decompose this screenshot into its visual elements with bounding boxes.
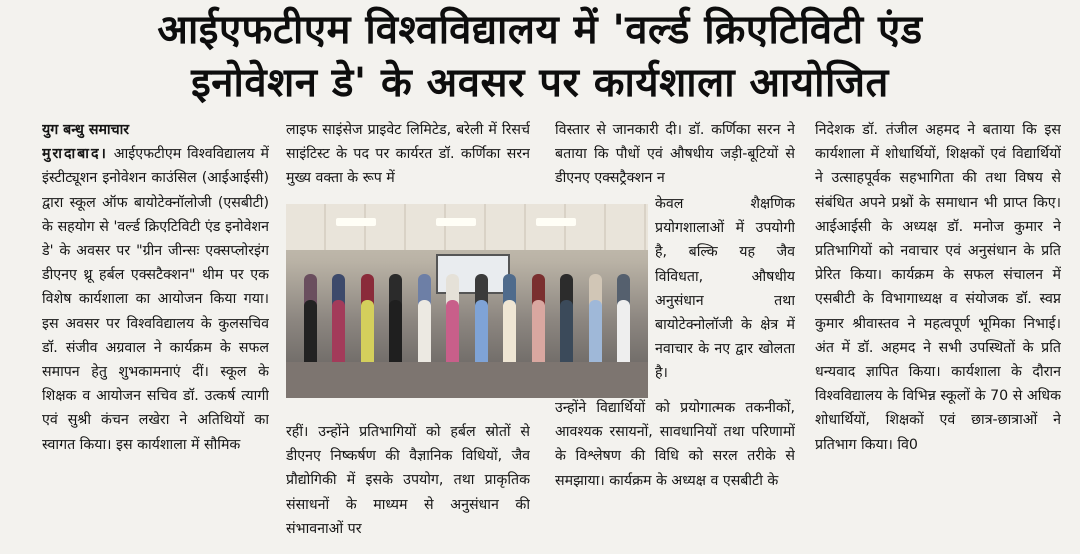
column-3-text-middle: केवल शैक्षणिक प्रयोगशालाओं में उपयोगी है, बल्कि यह जैव विविधता, औषधीय अनुसंधान तथा बायोटेक्नोलॉजी के क्षेत्र में नवाचार के नए द्वार खोलता है। <box>655 196 795 382</box>
article-column-2-bottom <box>286 420 530 548</box>
column-4-text: निदेशक डॉ. तंजील अहमद ने बताया कि इस कार्यशाला में शोधार्थियों, शिक्षकों एवं विद्यार्थियों ने उत्साहपूर्वक सहभागिता की तथा विषय से संबंधित अपने प्रश्नों के समाधान भी प्राप्त किए। आईआईसी के अध्यक्ष डॉ. मनोज कुमार ने प्रतिभागियों को नवाचार एवं अनुसंधान के प्रति प्रेरित किया। कार्यक्रम के सफल संचालन में एसबीटी के विभागाध्यक्ष व संयोजक डॉ. स्वप्न कुमार श्रीवास्तव ने महत्वपूर्ण भूमिका निभाई। अंत में डॉ. अहमद ने सभी उपस्थितों के प्रति धन्यवाद ज्ञापित किया। कार्यशाला के दौरान विश्वविद्यालय के विभिन्न स्कूलों के 70 से अधिक शोधार्थियों, शिक्षकों एवं छात्र-छात्राओं ने प्रतिभाग किया। वि0 <box>815 122 1061 453</box>
article-column-4 <box>815 118 1061 548</box>
column-2-text-bottom: रहीं। उन्होंने प्रतिभागियों को हर्बल स्रोतों से डीएनए निष्कर्षण की वैज्ञानिक विधियों, जैव प्रौद्योगिकी में इसके उपयोग, तथा प्राकृतिक संसाधनों के माध्यम से अनुसंधान की संभावनाओं पर <box>286 424 530 537</box>
headline-line-1: आईएफटीएम विश्वविद्यालय में 'वर्ल्ड क्रिएटिविटी एंड <box>157 7 923 53</box>
article-column-3-top <box>555 118 795 202</box>
event-photo <box>286 204 648 398</box>
column-3-text-top: विस्तार से जानकारी दी। डॉ. कर्णिका सरन ने बताया कि पौधों एवं औषधीय जड़ी-बूटियों से डीएनए एक्सट्रैक्शन न <box>555 122 795 187</box>
photo-ceiling <box>286 204 648 250</box>
column-3-text-bottom: उन्होंने विद्यार्थियों को प्रयोगात्मक तकनीकों, आवश्यक रसायनों, सावधानियों तथा परिणामों के विश्लेषण की विधि को सरल तरीके से समझाया। कार्यक्रम के अध्यक्ष व एसबीटी के <box>555 400 795 489</box>
column-1-text: आईएफटीएम विश्वविद्यालय में इंस्टीट्यूशन इनोवेशन काउंसिल (आईआईसी) द्वारा स्कूल ऑफ बायोटेक्नॉलोजी (एसबीटी) के सहयोग से 'वर्ल्ड क्रिएटिविटी एंड इनोवेशन डे' के अवसर पर "ग्रीन जीन्सः एक्सप्लोरइंग डीएनए थ्रू हर्बल एक्सटैक्शन" थीम पर एक विशेष कार्यशाला का आयोजन किया गया। इस अवसर पर विश्वविद्यालय के कुलसचिव डॉ. संजीव अग्रवाल ने कार्यक्रम के सफल समापन हेतु शुभकामनाएं दीं। स्कूल के शिक्षक व आयोजन सचिव डॉ. उत्कर्ष त्यागी एवं सुश्री कंचन लखेरा ने अतिथियों का स्वागत किया। इस कार्यशाला में सौमिक <box>42 146 269 453</box>
byline: युग बन्धु समाचार <box>42 122 130 138</box>
dateline: मुरादाबाद। <box>42 146 108 163</box>
article-column-3-bottom <box>555 396 795 548</box>
article-column-3-middle <box>655 192 795 420</box>
headline-line-2: इनोवेशन डे' के अवसर पर कार्यशाला आयोजित <box>191 60 889 106</box>
photo-floor <box>286 362 648 398</box>
article-column-1 <box>42 118 269 548</box>
headline <box>0 4 1080 110</box>
column-2-text-top: लाइफ साइंसेज प्राइवेट लिमिटेड, बरेली में रिसर्च साइंटिस्ट के पद पर कार्यरत डॉ. कर्णिका सरन मुख्य वक्ता के रूप में <box>286 122 530 187</box>
